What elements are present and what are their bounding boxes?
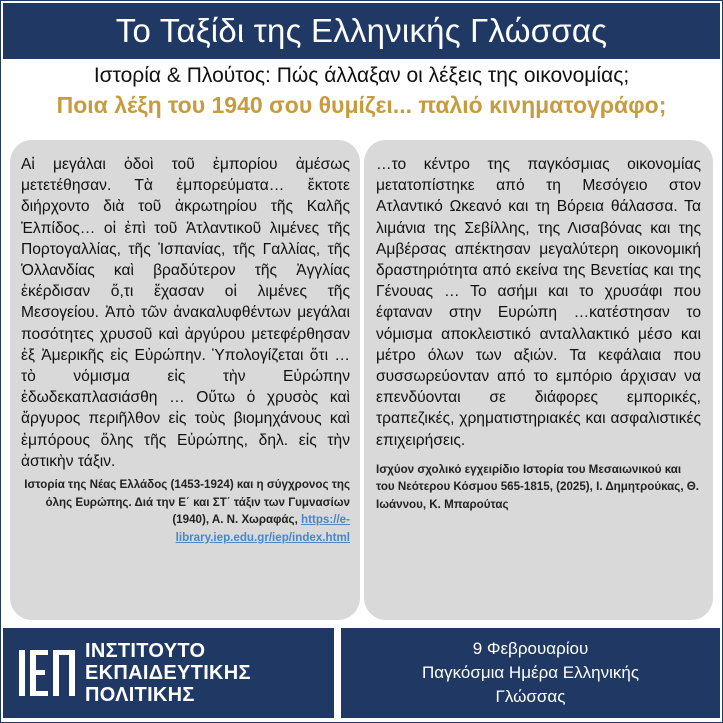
right-panel-text: …το κέντρο της παγκόσμιας οικονομίας μετατοπίστηκε από τη Μεσόγειο στον Ατλαντικό Ωκεανό και τη Βόρεια θάλασσα. Τα λιμάνια της Σεβίλλης, της Λισαβόνας και της Αμβέρσας απέκτησαν μεγαλύτερη οικονομική δραστηριότητα από εκείνα της Βενετίας και της Γένουας … Το ασήμι και το χρυσάφι που έφταναν στην Ευρώπη …κατέστησαν το νόμισμα αποκλειστικό ανταλλακτικό μέσο και μέτρο όλων των αξιών. Τα κεφάλαια που συσσωρεύονταν από το εμπόριο άρχισαν να επενδύονται σε διάφορες εμπορικές, τραπεζικές, χρηματιστηριακές και ασφαλιστικές επιχειρήσεις. bbox=[376, 156, 701, 449]
event-title-line-1: Παγκόσμια Ημέρα Ελληνικής bbox=[421, 663, 640, 682]
page-title: Το Ταξίδι της Ελληνικής Γλώσσας bbox=[115, 12, 608, 49]
title-banner bbox=[3, 3, 720, 59]
event-title-line-2: Γλώσσας bbox=[495, 687, 566, 706]
left-source-citation: Ιστορία της Νέας Ελλάδος (1453-1924) και η σύγχρονος της όλης Ευρώπης. Διά την Ε΄ και ΣΤ΄ τάξιν των Γυμνασίων (1940), Α. Ν. Χωραφάς, bbox=[24, 478, 350, 527]
left-panel-text: Αἱ μεγάλαι ὁδοὶ τοῦ ἐμπορίου ἀμέσως μετετέθησαν. Τὰ ἐμπορεύματα… ἔκτοτε διήρχοντο διὰ τοῦ ἀκρωτηρίου τῆς Καλῆς Ἐλπίδος… οἱ ἐπὶ τοῦ Ἀτλαντικοῦ λιμένες τῆς Πορτογαλλίας, τῆς Ἱσπανίας, τῆς Γαλλίας, τῆς Ὁλλανδίας καὶ βραδύτερον τῆς Ἀγγλίας ἐκέρδισαν ὅ,τι ἔχασαν οἱ λιμένες τῆς Μεσογείου. Ἀπὸ τῶν ἀνακαλυφθέντων μεγάλαι ποσότητες χρυσοῦ καὶ ἀργύρου μετεφέρθησαν ἐξ Ἀμερικῆς εἰς Εὐρώπην. Ὑπολογίζεται ὅτι …τὸ νόμισμα εἰς τὴν Εὐρώπην ἐδωδεκαπλασιάσθη … Οὕτω ὁ χρυσὸς καὶ ἄργυρος περιῆλθον εἰς τοὺς βιομηχάνους καὶ ἐμπόρους ὅλης τῆς Εὐρώπης, δηλ. εἰς τὴν ἀστικὴν τάξιν. bbox=[21, 156, 350, 470]
event-date: 9 Φεβρουαρίου bbox=[472, 639, 589, 658]
left-text-panel bbox=[10, 140, 360, 620]
question-heading: Ποια λέξη του 1940 σου θυμίζει... παλιό κινηματογράφο; bbox=[56, 92, 667, 118]
subtitle: Ιστορία & Πλούτος: Πώς άλλαξαν οι λέξεις της οικονομίας; bbox=[93, 64, 630, 87]
logo-line-2: ΕΚΠΑΙΔΕΥΤΙΚΗΣ bbox=[85, 662, 251, 684]
iep-logo-block bbox=[3, 628, 334, 718]
iep-logo-icon bbox=[17, 644, 77, 702]
iep-logo-mark bbox=[17, 644, 77, 702]
left-panel-source bbox=[21, 476, 350, 546]
logo-line-1: ΙΝΣΤΙΤΟΥΤΟ bbox=[85, 640, 206, 662]
right-text-panel bbox=[364, 140, 713, 620]
iep-logo-text bbox=[85, 640, 251, 706]
e-library-link[interactable]: https://e-library.iep.edu.gr/iep/index.html bbox=[175, 513, 350, 544]
logo-line-3: ΠΟΛΙΤΙΚΗΣ bbox=[85, 684, 195, 706]
panel-divider bbox=[361, 140, 363, 620]
event-banner bbox=[341, 628, 720, 718]
right-panel-source: Ισχύον σχολικό εγχειρίδιο Ιστορία του Μεσαιωνικού και του Νεότερου Κόσμου 565-1815, (2025), Ι. Δημητρούκας, Θ. Ιωάννου, Κ. Μπαρούτας bbox=[376, 462, 700, 511]
